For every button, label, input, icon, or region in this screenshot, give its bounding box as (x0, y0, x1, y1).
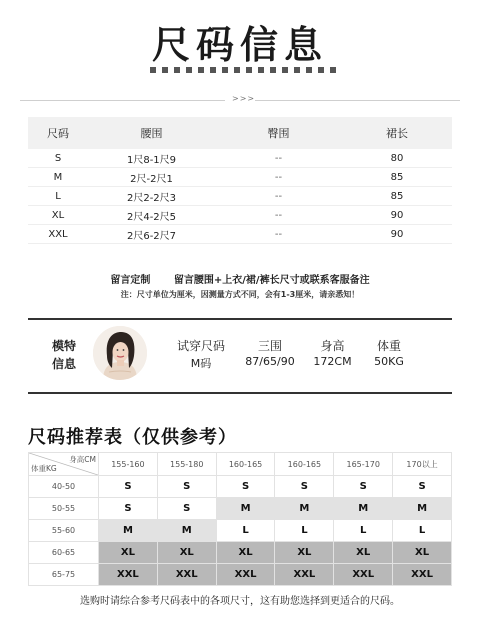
model-bust-label: 三围 (257, 339, 282, 353)
height-range-header: 155-160 (99, 453, 158, 476)
cell-length: 85 (342, 187, 452, 206)
size-table-header (28, 117, 452, 149)
cell-size: XXL (28, 225, 88, 244)
recommended-size-cell: S (99, 498, 158, 520)
model-weight-value: 50KG (374, 355, 404, 368)
weight-range-cell: 60-65 (29, 542, 99, 564)
cell-waist: 1尺8-1尺9 (88, 149, 215, 168)
size-row (28, 206, 452, 225)
height-range-header: 165-170 (334, 453, 393, 476)
custom-note (0, 271, 480, 286)
recommended-size-cell: S (216, 476, 275, 498)
size-row (28, 149, 452, 168)
corner-weight-label: 体重KG (31, 464, 57, 473)
recommended-size-cell: L (334, 520, 393, 542)
recommended-size-cell: S (157, 476, 216, 498)
model-avatar (93, 326, 147, 380)
recommend-row (29, 564, 452, 586)
recommended-size-cell: XXL (334, 564, 393, 586)
weight-range-cell: 50-55 (29, 498, 99, 520)
cell-size: M (28, 168, 88, 187)
cell-size: S (28, 149, 88, 168)
recommend-row (29, 542, 452, 564)
recommend-table (28, 452, 452, 586)
recommended-size-cell: L (275, 520, 334, 542)
recommended-size-cell: M (393, 498, 452, 520)
recommended-size-cell: S (275, 476, 334, 498)
model-bust-value: 87/65/90 (245, 355, 295, 368)
recommended-size-cell: S (334, 476, 393, 498)
cell-hip: -- (215, 206, 342, 225)
size-row (28, 187, 452, 206)
recommend-title: 尺码推荐表（仅供参考） (28, 427, 237, 448)
recommended-size-cell: XL (275, 542, 334, 564)
cell-length: 85 (342, 168, 452, 187)
cell-hip: -- (215, 225, 342, 244)
cell-waist: 2尺6-2尺7 (88, 225, 215, 244)
custom-note-label: 留言定制 (110, 275, 151, 286)
model-weight-label: 体重 (376, 339, 401, 353)
cell-size: L (28, 187, 88, 206)
recommended-size-cell: M (216, 498, 275, 520)
cell-size: XL (28, 206, 88, 225)
measurement-note: 注：尺寸单位为厘米，因测量方式不同，会有1-3厘米，请亲悉知！ (120, 290, 360, 299)
recommend-header-row (29, 453, 452, 476)
cell-waist: 2尺2-2尺3 (88, 187, 215, 206)
model-size-label: 试穿尺码 (176, 339, 225, 353)
recommend-row (29, 476, 452, 498)
table-corner (29, 453, 99, 476)
height-range-header: 170以上 (393, 453, 452, 476)
section-divider (20, 94, 460, 105)
model-label (44, 337, 84, 373)
model-top-rule (28, 318, 452, 320)
recommended-size-cell: XL (157, 542, 216, 564)
cell-hip: -- (215, 149, 342, 168)
header-waist: 腰围 (88, 117, 215, 149)
weight-range-cell: 65-75 (29, 564, 99, 586)
header-hip: 臀围 (215, 117, 342, 149)
cell-length: 90 (342, 206, 452, 225)
model-height-label: 身高 (320, 339, 345, 353)
size-table (28, 117, 452, 244)
model-size-value: M码 (190, 357, 212, 370)
footer-note: 选购时请综合参考尺码表中的各项尺寸，这有助您选择到更适合的尺码。 (80, 596, 400, 607)
recommend-row (29, 520, 452, 542)
size-row (28, 225, 452, 244)
recommended-size-cell: XXL (275, 564, 334, 586)
corner-height-label: 身高CM (69, 455, 96, 464)
recommended-size-cell: XL (216, 542, 275, 564)
recommended-size-cell: M (99, 520, 158, 542)
recommended-size-cell: XXL (157, 564, 216, 586)
recommend-row (29, 498, 452, 520)
recommended-size-cell: M (157, 520, 216, 542)
recommended-size-cell: S (157, 498, 216, 520)
recommended-size-cell: S (393, 476, 452, 498)
custom-note-text: 留言腰围+上衣/裙/裤长尺寸或联系客服备注 (173, 275, 370, 286)
header-length: 裙长 (342, 117, 452, 149)
recommended-size-cell: L (216, 520, 275, 542)
height-range-header: 160-165 (216, 453, 275, 476)
cell-length: 80 (342, 149, 452, 168)
model-label-line2: 信息 (51, 357, 76, 371)
weight-range-cell: 40-50 (29, 476, 99, 498)
recommended-size-cell: XL (99, 542, 158, 564)
title-dotted-underline (150, 67, 340, 73)
model-bottom-rule (28, 392, 452, 394)
model-label-line1: 模特 (51, 339, 76, 353)
cell-waist: 2尺-2尺1 (88, 168, 215, 187)
size-row (28, 168, 452, 187)
recommended-size-cell: XXL (99, 564, 158, 586)
recommended-size-cell: XL (393, 542, 452, 564)
recommended-size-cell: M (275, 498, 334, 520)
recommended-size-cell: XL (334, 542, 393, 564)
cell-hip: -- (215, 168, 342, 187)
height-range-header: 160-165 (275, 453, 334, 476)
page-title: 尺码信息 (151, 23, 328, 67)
cell-hip: -- (215, 187, 342, 206)
model-height-value: 172CM (313, 355, 352, 368)
recommended-size-cell: XXL (393, 564, 452, 586)
recommended-size-cell: XXL (216, 564, 275, 586)
divider-arrows: >>> (232, 94, 256, 103)
cell-length: 90 (342, 225, 452, 244)
recommended-size-cell: M (334, 498, 393, 520)
cell-waist: 2尺4-2尺5 (88, 206, 215, 225)
height-range-header: 155-180 (157, 453, 216, 476)
weight-range-cell: 55-60 (29, 520, 99, 542)
recommended-size-cell: L (393, 520, 452, 542)
recommended-size-cell: S (99, 476, 158, 498)
header-size: 尺码 (28, 117, 88, 149)
